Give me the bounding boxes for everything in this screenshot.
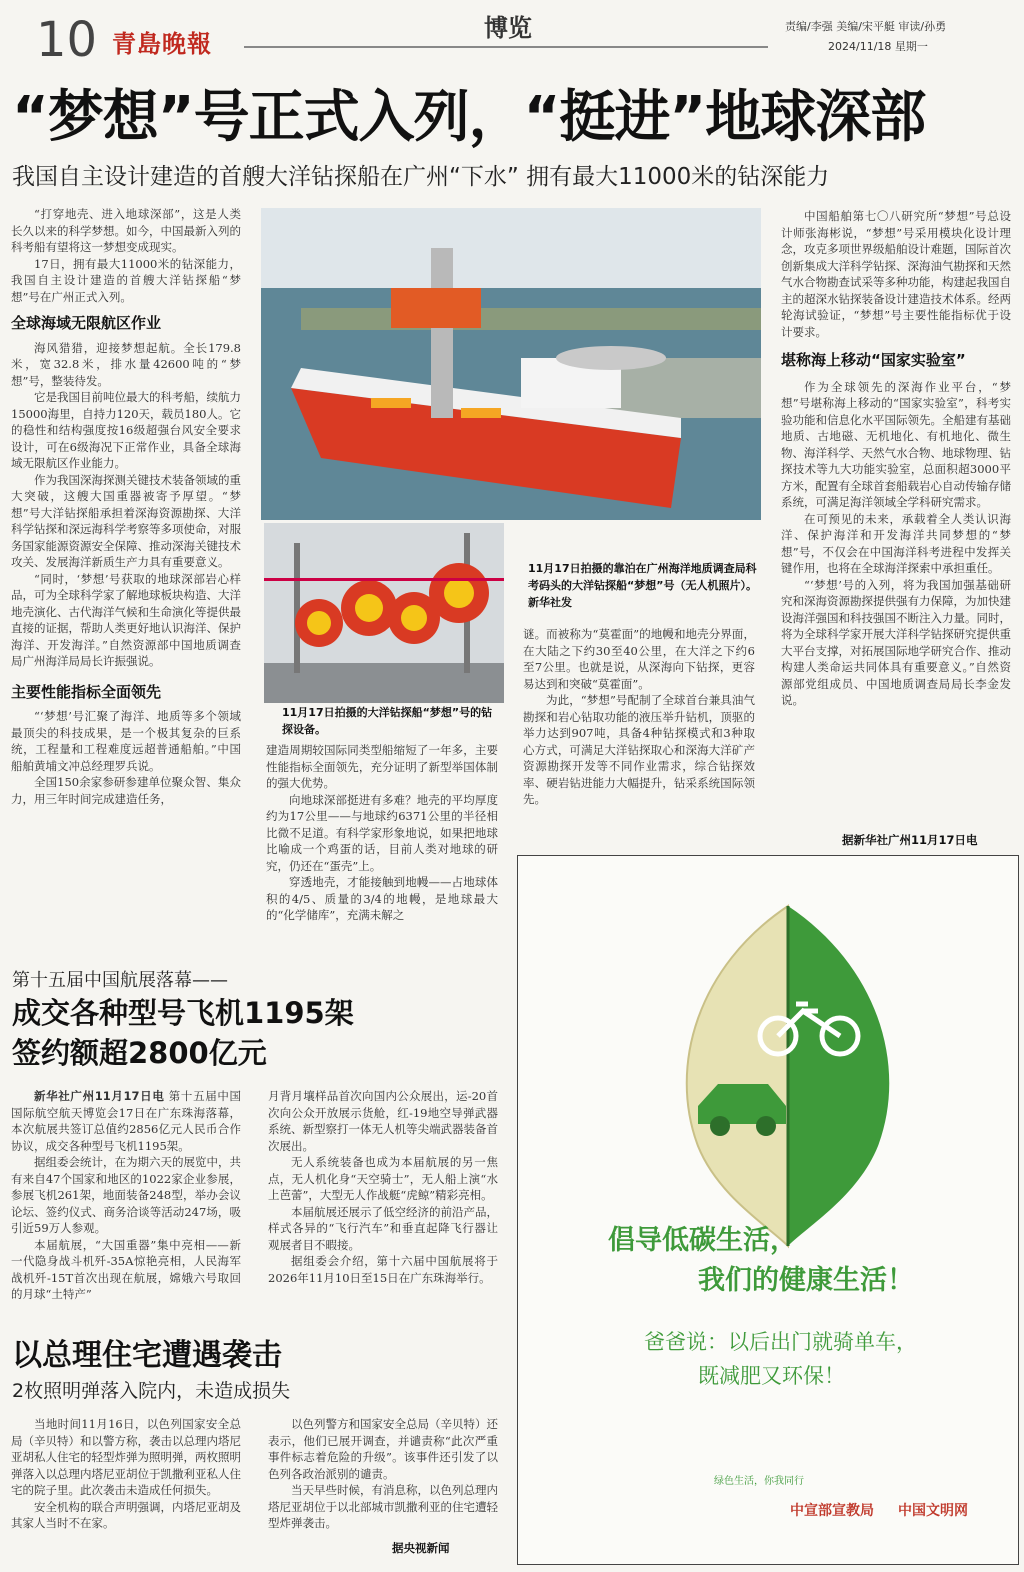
paragraph: 它是我国目前吨位最大的科考船，续航力15000海里，自持力120天，载员180人。它的稳性和结构强度按16级超强台风安全要求设计，可在6级海况下正常作业，具备全球海域无限航区作业能力。 <box>11 390 241 470</box>
ad-org2: 中国文明网 <box>898 1503 968 1519</box>
header-rule <box>244 46 768 48</box>
paragraph: 据组委会介绍，第十六届中国航展将于2026年11月10日至15日在广东珠海举行。 <box>268 1254 498 1285</box>
dateline: 新华社广州11月17日电 <box>34 1089 165 1103</box>
section-subhead: 全球海域无限航区作业 <box>11 314 162 332</box>
paragraph: 穿透地壳，才能接触到地幔——占地球体积的4/5、质量的3/4的地幔，是地球最大的“化学储库”，充满未解之 <box>266 875 498 922</box>
article1-col4 <box>781 208 1011 709</box>
paragraph: 本届航展，“大国重器”集中亮相——新一代隐身战斗机歼-35A惊艳亮相，人民海军战机歼-15T首次出现在航展，嫦娥六号取回的月球“土特产” <box>11 1237 241 1301</box>
article1-source: 据新华社广州11月17日电 <box>842 833 978 847</box>
paragraph: 当地时间11月16日，以色列国家安全总局（辛贝特）和以警方称，袭击以总理内塔尼亚胡私人住宅的轻型炸弹为照明弹，两枚照明弹落入以总理内塔尼亚胡位于凯撒利亚私人住宅的院子里。此次袭击未造成任何损失。 <box>11 1417 241 1497</box>
issue-date: 2024/11/18 星期一 <box>828 40 928 53</box>
article3-col1 <box>11 1416 241 1532</box>
paragraph: 17日，拥有最大11000米的钻深能力，我国自主设计建造的首艘大洋钻探船“梦想”号在广州正式入列。 <box>11 256 241 304</box>
ad-line2: 我们的健康生活！ <box>698 1265 914 1296</box>
editor-credits: 责编/李强 美编/宋平艇 审读/孙勇 <box>785 20 947 33</box>
article1-col3 <box>523 626 755 808</box>
article3-source: 据央视新闻 <box>392 1541 450 1555</box>
paragraph: “同时，‘梦想’号获取的地球深部岩心样品，可为全球科学家了解地球板块构造、大洋地壳演化、古代海洋气候和生命演化等提供最直接的证据，帮助人类更好地认识海洋、保护海洋、开发海洋。”自然资源部中国地质调查局广州海洋局局长许振强说。 <box>11 571 241 668</box>
ad-org1: 中宣部宣教局 <box>790 1503 874 1519</box>
paragraph: 海风猎猎，迎接梦想起航。全长179.8米，宽32.8米，排水量42600吨的“梦想”号，整装待发。 <box>11 340 241 388</box>
paragraph: 无人系统装备也成为本届航展的另一焦点，无人机化身“天空骑士”，无人船上演“水上芭蕾”，大型无人作战艇“虎鲸”精彩亮相。 <box>268 1155 498 1202</box>
paragraph: “‘梦想’号汇聚了海洋、地质等多个领域最顶尖的科技成果，是一个极其复杂的巨系统，工程量和工程难度远超普通船舶。”中国船舶黄埔文冲总经理罗兵说。 <box>11 709 241 773</box>
paragraph: 在可预见的未来，承载着全人类认识海洋、保护海洋和开发海洋共同梦想的“梦想”号，不仅会在中国海洋科考进程中发挥关键作用，也将在全球海洋探索中承担重任。 <box>781 511 1011 575</box>
photo2-caption: 11月17日拍摄的大洋钻探船“梦想”号的钻探设备。 <box>282 706 493 736</box>
paragraph: 中国船舶第七〇八研究所“梦想”号总设计师张海彬说，“梦想”号采用模块化设计理念，攻克多项世界级船舶设计难题，国际首次创新集成大洋科学钻探、深海油气勘探和天然气水合物勘查试采等多种功能，构建起我国自主的超深水钻探装备设计建造技术体系。经两轮海试验证，“梦想”号主要性能指标优于设计要求。 <box>781 209 1011 339</box>
article2-kicker: 第十五届中国航展落幕—— <box>12 970 228 991</box>
paragraph: 本届航展还展示了低空经济的前沿产品，样式各异的“飞行汽车”和垂直起降飞行器让观展者目不暇接。 <box>268 1204 498 1252</box>
ad-slogan: 绿色生活，你我同行 <box>714 1476 804 1487</box>
ad-line4: 既减肥又环保！ <box>698 1364 845 1388</box>
paragraph: 向地球深部挺进有多难？地壳的平均厚度约为17公里——与地球约6371公里的半径相比微不足道。有科学家形象地说，如果把地球比喻成一个鸡蛋的话，目前人类对地球的研究，仍还在“蛋壳”上。 <box>266 792 498 873</box>
paragraph: “打穿地壳、进入地球深部”，这是人类长久以来的科学梦想。如今，中国最新入列的科考船有望将这一梦想变成现实。 <box>11 207 241 254</box>
paragraph: “‘梦想’号的入列，将为我国加强基础研究和深海资源勘探提供强有力保障，为加快建设海洋强国和科技强国不断注入力量。同时，将为全球科学家开展大洋科学钻探研究提供重大平台支撑，对拓展国际地学研究合作、推动构建人类命运共同体具有重要意义。”自然资源部党组成员、中国地质调查局局长李金发说。 <box>781 577 1011 707</box>
section-subhead: 堪称海上移动“国家实验室” <box>781 351 966 369</box>
article1-col1 <box>11 206 241 807</box>
article2-col2 <box>268 1088 498 1286</box>
article3-col2 <box>268 1416 498 1532</box>
paragraph: 当天早些时候，有消息称，以色列总理内塔尼亚胡位于以北部城市凯撒利亚的住宅遭轻型炸弹袭击。 <box>268 1483 498 1530</box>
paragraph: 建造周期较国际同类型船缩短了一年多，主要性能指标全面领先，充分证明了新型举国体制的强大优势。 <box>266 743 498 790</box>
main-subheadline: 我国自主设计建造的首艘大洋钻探船在广州“下水” 拥有最大11000米的钻深能力 <box>12 164 830 190</box>
paragraph: 作为全球领先的深海作业平台，“梦想”号堪称海上移动的“国家实验室”，科考实验功能和信息化水平国际领先。全船建有基础地质、古地磁、无机地化、有机地化、微生物、海洋科学、天然气水合物、地球物理、钻探技术等九大功能实验室，总面积超3000平方米，配置有全球首套船载岩心自动传输存储系统，可满足海洋领域全学科研究需求。 <box>781 379 1011 509</box>
photo1-caption: 11月17日拍摄的靠泊在广州海洋地质调查局科考码头的大洋钻探船“梦想”号（无人机照片）。新华社发 <box>528 562 757 609</box>
ship-illustration <box>261 208 761 520</box>
article1-col2 <box>266 742 498 924</box>
page-number: 10 <box>36 12 98 68</box>
paragraph: 为此，“梦想”号配制了全球首台兼具油气勘探和岩心钻取功能的液压举升钻机，顶驱的举力达到907吨，具备4种钻探模式和3种取心方式，可满足大洋钻探取心和深海大洋矿产资源勘探开发等不同作业需求，综合钻探效率、硬岩钻进能力大幅提升，钻采系统国际领先。 <box>523 693 755 806</box>
article2-col1 <box>11 1088 241 1303</box>
leaf-illustration <box>658 896 918 1256</box>
paragraph: 以色列警方和国家安全总局（辛贝特）还表示，他们已展开调查，并谴责称“此次严重事件标志着危险的升级”。该事件还引发了以色列各政治派别的谴责。 <box>268 1417 498 1481</box>
ad-line3: 爸爸说：以后出门就骑单车， <box>644 1330 917 1354</box>
article3-headline: 以总理住宅遭遇袭击 <box>12 1338 282 1373</box>
paragraph: 全国150余家参研参建单位聚众智、集众力，用三年时间完成建造任务， <box>11 775 241 806</box>
public-service-ad <box>517 855 1019 1565</box>
paragraph: 谜。而被称为“莫霍面”的地幔和地壳分界面，在大陆之下约30至40公里，在大洋之下约6至7公里。也就是说，从深海向下钻探，更容易达到和突破“莫霍面”。 <box>523 627 755 691</box>
main-headline: “梦想”号正式入列，“挺进”地球深部 <box>12 85 926 150</box>
paragraph: 安全机构的联合声明强调，内塔尼亚胡及其家人当时不在家。 <box>11 1499 241 1530</box>
paragraph <box>11 1088 241 1154</box>
paper-logo: 青島晚報 <box>112 29 212 58</box>
drill-illustration <box>264 523 504 703</box>
drill-photo <box>264 523 504 703</box>
paragraph: 作为我国深海探测关键技术装备领域的重大突破，这艘大国重器被寄予厚望。“梦想”号大洋钻探船承担着深海资源勘探、大洋科学钻探和深远海科学考察等多项使命，对服务国家能源资源安全保障、推动深海关键技术攻关、发展海洋新质生产力具有重要意义。 <box>11 472 241 569</box>
paragraph-text: 第十五届中国国际航空航天博览会17日在广东珠海落幕，本次航展共签订总值约2856亿元人民币合作协议，成交各种型号飞机1195架。 <box>11 1089 242 1153</box>
paragraph: 据组委会统计，在为期六天的展览中，共有来自47个国家和地区的1022家企业参展，参展飞机261架，地面装备248型，举办会议论坛、签约仪式、商务洽谈等活动247场，吸引近59万人参观。 <box>11 1155 241 1235</box>
paragraph: 月背月壤样品首次向国内公众展出，运-20首次向公众开放展示货舱，红-19地空导弹武器系统、新型察打一体无人机等尖端武器装备首次展出。 <box>268 1089 498 1153</box>
section-subhead: 主要性能指标全面领先 <box>11 682 162 701</box>
article2-headline-1: 成交各种型号飞机1195架 <box>12 996 354 1030</box>
ad-line1: 倡导低碳生活， <box>608 1225 797 1256</box>
ship-photo <box>261 208 761 520</box>
article3-subheadline: 2枚照明弹落入院内，未造成损失 <box>12 1380 291 1402</box>
section-title: 博览 <box>484 14 532 42</box>
article2-headline-2: 签约额超2800亿元 <box>12 1036 267 1070</box>
